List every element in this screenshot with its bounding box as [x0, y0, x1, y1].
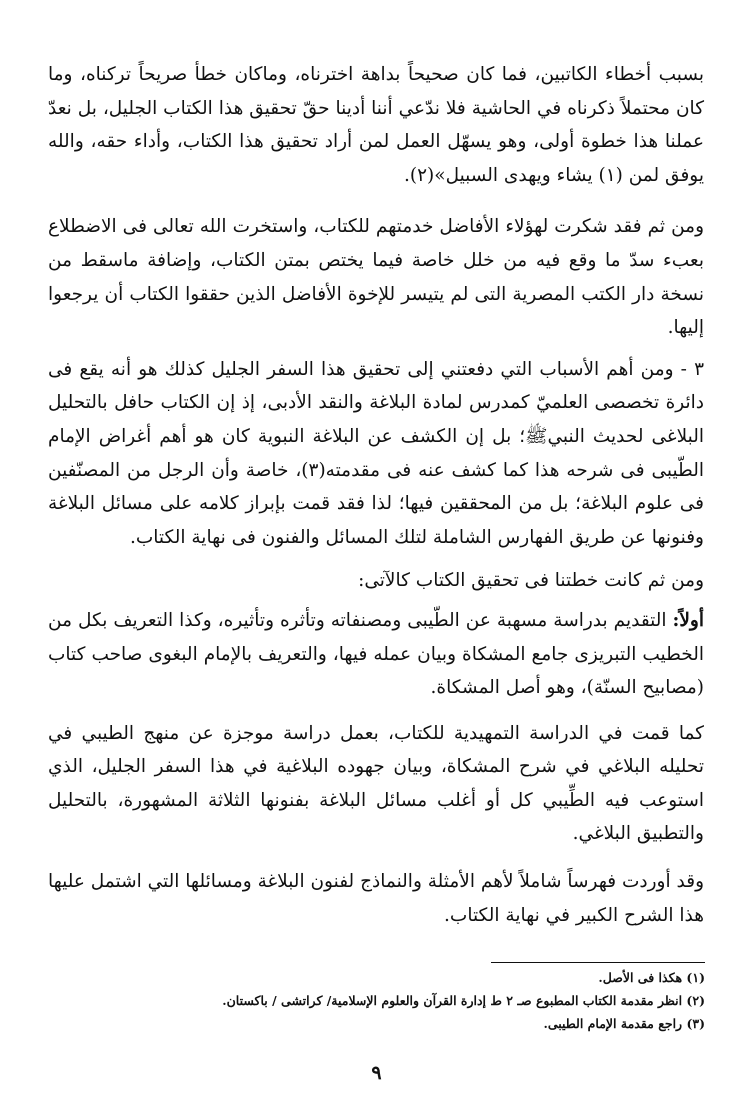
paragraph-4: ومن ثم كانت خطتنا فى تحقيق الكتاب كالآتى: — [358, 570, 704, 592]
footnotes — [49, 966, 705, 1035]
paragraph-5 — [48, 604, 704, 705]
paragraph-3: ٣ - ومن أهم الأسباب التي دفعتني إلى تحقيق هذا السفر الجليل كذلك هو أنه يقع فى دائرة تخصصى العلميّ كمدرس لمادة البلاغة والنقد الأدبى، إذ إن الكتاب حافل بالتحليل البلاغى لحديث النبيﷺ؛ بل إن الكشف عن البلاغة النبوية كان هو أهم أغراض الإمام الطّيبى فى شرحه هذا كما كشف عنه فى مقدمته(٣)، خاصة وأن الرجل من المصنّفين فى علوم البلاغة؛ بل من المحققين فيها؛ لذا فقد قمت بإبراز كلامه على مسائل البلاغة وفنونها عن طريق الفهارس الشاملة لتلك المسائل والفنون فى نهاية الكتاب. — [48, 358, 704, 548]
paragraph-7: وقد أوردت فهرساً شاملاً لأهم الأمثلة والنماذج لفنون البلاغة ومسائلها التي اشتمل عليها هذا الشرح الكبير في نهاية الكتاب. — [48, 871, 704, 926]
paragraph-6: كما قمت في الدراسة التمهيدية للكتاب، بعمل دراسة موجزة عن منهج الطيبي في تحليله البلاغي في شرح المشكاة، وبيان جهوده البلاغية في هذا السفر الجليل، الذي استوعب فيه الطِّيبي كل أو أغلب مسائل البلاغة بفنونها الثلاثة المشهورة، بالتحليل والتطبيق البلاغي. — [48, 722, 704, 845]
paragraph-5-text: التقديم بدراسة مسهبة عن الطّيبى ومصنفاته وتأثره وتأثيره، وكذا التعريف بكل من الخطيب التبريزى جامع المشكاة وبيان عمله فيها، والتعريف بالإمام البغوى صاحب كتاب (مصابيح السنّة)، وهو أصل المشكاة. — [48, 609, 704, 699]
footnote-3: (٣) راجع مقدمة الإمام الطيبى. — [543, 1016, 705, 1031]
footnote-1: (١) هكذا فى الأصل. — [598, 970, 705, 985]
paragraph-2: ومن ثم فقد شكرت لهؤلاء الأفاضل خدمتهم للكتاب، واستخرت الله تعالى فى الاضطلاع بعبء سدّ ما وقع فيه من خلل خاصة فيما يختص بمتن الكتاب، وإضافة ماسقط من نسخة دار الكتب المصرية التى لم يتيسر للإخوة الأفاضل الذين حققوا الكتاب أن يرجعوا إليها. — [48, 216, 704, 339]
page-number: ٩ — [371, 1062, 382, 1084]
paragraph-1: بسبب أخطاء الكاتبين، فما كان صحيحاً بداهة اخترناه، وماكان خطأ صريحاً تركناه، وما كان محتملاً ذكرناه في الحاشية فلا ندّعي أننا أدينا حقّ تحقيق هذا الكتاب الجليل، بل نعدّ عملنا هذا خطوة أولى، وهو يسهّل العمل لمن أراد تحقيق هذا الكتاب، وأداء حقه، والله يوفق لمن (١) يشاء ويهدى السبيل»(٢). — [48, 64, 704, 186]
paragraph-5-lead: أولاً: — [672, 609, 704, 631]
footnote-separator — [491, 962, 705, 963]
page-body — [48, 58, 704, 946]
footnote-2: (٢) انظر مقدمة الكتاب المطبوع صـ ٢ ط إدارة القرآن والعلوم الإسلامية/ كراتشى / باكستان. — [222, 993, 705, 1008]
